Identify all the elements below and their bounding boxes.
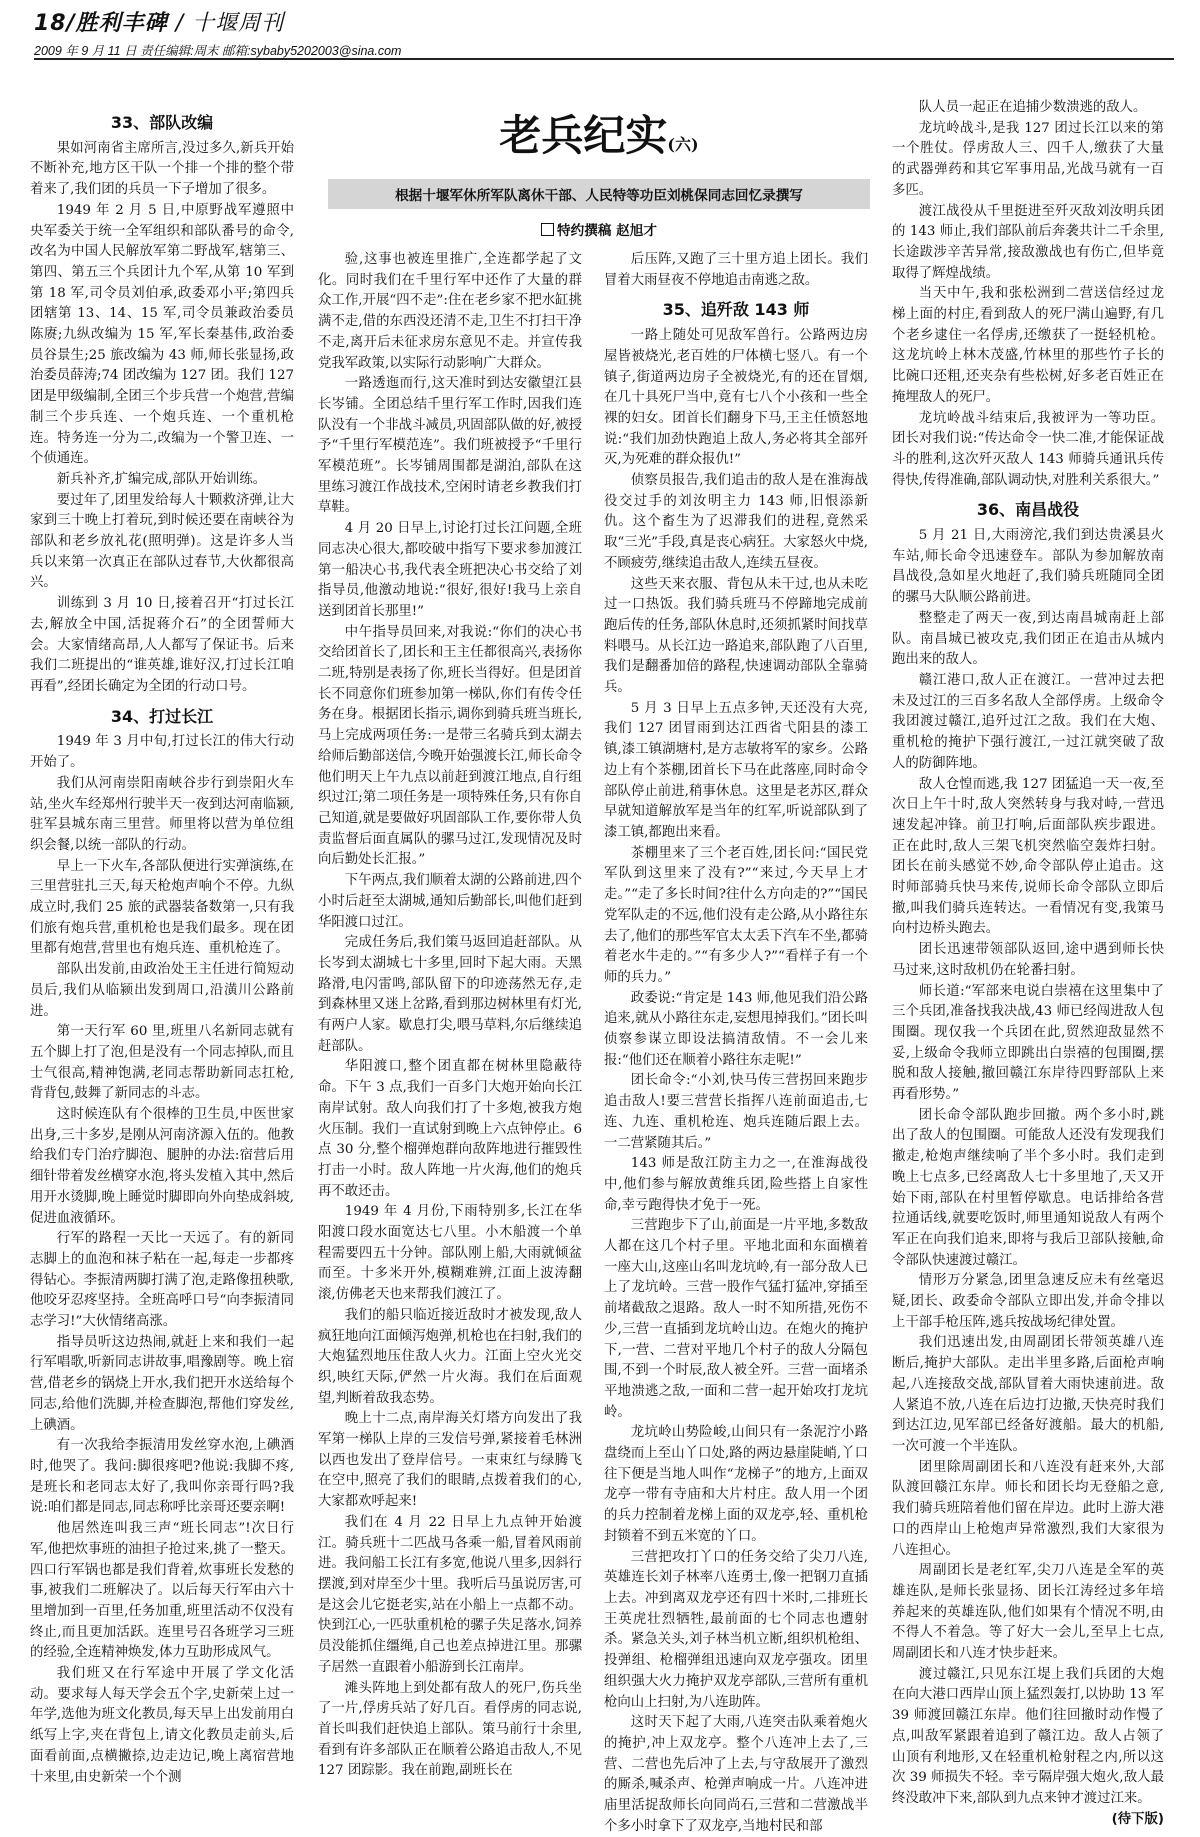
paragraph: 华阳渡口,整个团直都在树林里隐蔽待命。下午 3 点,我们一百多门大炮开始向长江南岸试射。敌人向我们打了十多炮,被我方炮火压制。我们一直试射到晚上六点钟停止。6 点 30 分,整个榴弹炮群向敌阵地进行摧毁性打击一小时。敌人阵地一片火海,他们的炮兵再不敢还击。: [318, 1059, 582, 1199]
article-part: (六): [667, 135, 699, 154]
article-title: [328, 108, 870, 173]
article-subtitle: 根据十堰军休所军队离休干部、人民特等功臣刘桃保同志回忆录撰写: [328, 179, 870, 209]
paragraph: 滩头阵地上到处都有敌人的死尸,伤兵坐了一片,俘虏兵站了好几百。看俘虏的同志说,首长叫我们赶快追上部队。策马前行十余里,看到有许多部队正在顺着公路追击敌人,不见 127 团踪影。我在前跑,副班长在: [318, 1680, 582, 1779]
masthead-info: 2009 年 9 月 11 日 责任编辑:周末 邮箱:sybaby5202003@sina.com: [34, 44, 402, 58]
paragraph: 1949 年 4 月份,下雨特别多,长江在华阳渡口段水面宽达七八里。小木船渡一个单程需要四五十分钟。部队刚上船,大雨就倾盆而至。十多米开外,模糊难辨,江面上波涛翻滚,仿佛老天也来帮我们渡江了。: [318, 1204, 582, 1303]
column-4: [892, 98, 1164, 1827]
paragraph: 晚上十二点,南岸海关灯塔方向发出了我军第一梯队上岸的三发信号弹,紧接着毛林洲以西也发出了登岸信号。一束束红与绿腾飞在空中,照亮了我们的眼睛,点拨着我们的心,大家都欢呼起来!: [318, 1411, 582, 1510]
paragraph: 茶棚里来了三个老百姓,团长问:“国民党军队到这里来了没有?”“来过,今天早上才走。”“走了多长时间?往什么方向走的?”“国民党军队走的不远,他们没有走公路,从小路往东去了,他们的那些军官太太丢下汽车不坐,都骑着老水牛走的。”“有多少人?”“看样子有一个师的兵力。”: [604, 845, 868, 985]
section-heading: 36、南昌战役: [976, 500, 1080, 520]
paragraph: 5 月 21 日,大雨滂沱,我们到达贵溪县火车站,师长命令迅速登车。部队为参加解放南昌战役,急如星火地赶了,我们骑兵班随同全团的骡马大队顺公路前进。: [892, 528, 1164, 606]
column-3: [604, 250, 868, 1834]
paragraph: 有一次我给李振清用发丝穿水泡,上碘酒时,他哭了。我问:脚很疼吧?他说:我脚不疼,是班长和老同志太好了,我叫你亲哥行吗?我说:咱们都是同志,同志称呼比亲哥还要亲啊!: [30, 1438, 294, 1516]
paragraph: 龙坑岭战斗结束后,我被评为一等功臣。团长对我们说:“传达命令一快二准,才能保证战斗的胜利,这次歼灭敌人 143 师骑兵通讯兵传得快,传得准确,部队调动快,对胜利关系很大。”: [892, 410, 1164, 488]
paragraph: 我们从河南崇阳南峡谷步行到崇阳火车站,坐火车经郑州行驶半天一夜到达河南临颍,驻军县城东南三里营。师里将以营为单位组织会餐,以统一部队的行动。: [30, 775, 294, 853]
paragraph: 我们班又在行军途中开展了学文化活动。要求每人每天学会五个字,史新荣上过一年学,选他为班文化教员,每天早上出发前用白纸写上字,夹在背包上,请文化教员走前头,后面看前面,点横撇捺,边走边记,晚上离宿营地十来里,由史新荣一个个测: [30, 1666, 294, 1785]
paragraph: 周副团长是老红军,尖刀八连是全军的英雄连队,是师长张显扬、团长江涛经过多年培养起来的英雄连队,他们如果有个情况不明,由不得人不着急。等了好大一会儿,至早上七点,周副团长和八连才快步赶来。: [892, 1563, 1164, 1662]
paragraph: 赣江港口,敌人正在渡江。一营冲过去把未及过江的三百多名敌人全部俘虏。上级命令我团渡过赣江,追歼过江之敌。我们在大炮、重机枪的掩护下强行渡江,一过江就突破了敌人的防御阵地。: [892, 672, 1164, 771]
masthead-rule: [34, 58, 1174, 60]
paragraph: 143 师是敌江防主力之一,在淮海战役中,他们参与解放黄维兵团,险些搭上自家性命,幸亏跑得快才免于一死。: [604, 1156, 868, 1213]
paragraph: 1949 年 3 月中旬,打过长江的伟大行动开始了。: [30, 734, 294, 771]
paragraph: 4 月 20 日早上,讨论打过长江问题,全班同志决心很大,都咬破中指写下要求参加渡江第一船决心书,我代表全班把决心书交给了刘指导员,他激动地说:“很好,很好!我马上亲自送到团首长那里!”: [318, 521, 582, 619]
column-2: [318, 250, 582, 1779]
paragraph: 验,这事也被连里推广,全连都学起了文化。同时我们在千里行军中还作了大量的群众工作,开展“四不走”:住在老乡家不把水缸挑满不走,借的东西没还清不走,卫生不打扫干净不走,离开后未征求房东意见不走。并宣传我党我军政策,以实际行动影响广大群众。: [318, 252, 582, 371]
paragraph: 渡过赣江,只见东江堤上我们兵团的大炮在向大港口西岸山顶上猛烈轰打,以协助 13 军 39 师渡回赣江东岸。他们往回撤时动作慢了点,叫敌军紧跟着追到了赣江边。敌人占领了山顶有利地形,又在轻重机枪射程之内,所以这次 39 师损失不轻。幸亏隔岸强大炮火,敌人最终没敢冲下来,部队到九点来钟才渡过江来。: [892, 1666, 1164, 1806]
paragraph: 当天中午,我和张松洲到二营送信经过龙梯上面的村庄,看到敌人的死尸满山遍野,有几个老乡逮住一名俘虏,还缴获了一挺轻机枪。这龙坑岭上林木茂盛,竹林里的那些竹子长的比碗口还粗,还夹杂有些松树,好多老百姓正在掩埋敌人的死尸。: [892, 286, 1164, 405]
continued-note: (待下版): [1111, 1811, 1164, 1827]
paragraph: 这时天下起了大雨,八连突击队乘着炮火的掩护,冲上双龙亭。整个八连冲上去了,三营、二营也先后冲了上去,与守敌展开了激烈的厮杀,喊杀声、枪弹声响成一片。八连冲进庙里活捉敌师长向同尚石,三营和二营激战半个多小时拿下了双龙亭,当地村民和部: [604, 1715, 868, 1834]
separator: /: [167, 11, 193, 36]
paragraph: 他居然连叫我三声“班长同志”!次日行军,他把炊事班的油担子抢过来,挑了一整天。四口行军锅也都是我们背着,炊事班长发愁的事,被我们二班解决了。以后每天行军由六十里增加到一百里,任务加重,班里活动不仅没有终止,而且更加活跃。连里号召各班学习三班的经验,全连精神焕发,体力互助形成风气。: [30, 1521, 294, 1661]
section-name: 胜利丰碑: [75, 11, 168, 36]
newspaper-name: 十堰周刊: [192, 11, 285, 36]
paragraph: 整整走了两天一夜,到达南昌城南赶上部队。南昌城已被攻克,我们团正在追击从城内跑出来的敌人。: [892, 610, 1164, 668]
paragraph: 侦察员报告,我们追击的敌人是在淮海战役交过手的刘汝明主力 143 师,旧恨添新仇。这个畜生为了迟滞我们的进程,竟然采取“三光”手段,真是丧心病狂。大家怒火中烧,不顾疲劳,继续追击敌人,连续五昼夜。: [604, 473, 868, 571]
paragraph: 我们迅速出发,由周副团长带领英雄八连断后,掩护大部队。走出半里多路,后面枪声响起,八连接敌交战,部队冒着大雨快速前进。敌人紧追不放,八连在后边打边撤,天快亮时我们到达江边,见军部已经备好渡船。最大的机船,一次可渡一个半连队。: [892, 1335, 1164, 1454]
paragraph: 三营跑步下了山,前面是一片平地,多数敌人都在这几个村子里。平地北面和东面横着一座大山,这座山名叫龙坑岭,有一部分敌人已上了龙坑岭。三营一股作气猛打猛冲,穿插至前堵截敌之退路。敌人一时不知所措,死伤不少,三营一直插到龙坑岭山边。在炮火的掩护下,一营、二营对平地几个村子的敌人分隔包围,不到一个时辰,敌人被全歼。三营一面堵杀平地溃逃之敌,一面和二营一起开始攻打龙坑岭。: [604, 1218, 868, 1420]
paragraph: 训练到 3 月 10 日,接着召开“打过长江去,解放全中国,活捉蒋介石”的全团誓师大会。大家情绪高昂,人人都写了保证书。后来我们二班提出的“谁英雄,谁好汉,打过长江咱再看”,经团长确定为全团的行动口号。: [30, 596, 294, 694]
paragraph: 这些天来衣服、背包从未干过,也从未吃过一口热饭。我们骑兵班马不停蹄地完成前跑后传的任务,部队休息时,还须抓紧时间找草料喂马。从长江边一路追来,部队跑了八百里,我们是翻番加倍的路程,快速调动部队全靠骑兵。: [604, 576, 868, 696]
paragraph: 敌人仓惶而逃,我 127 团猛追一天一夜,至次日上午十时,敌人突然转身与我对峙,一营迅速发起冲锋。前卫打响,后面部队疾步跟进。正在此时,敌人三架飞机突然临空轰炸扫射。团长在前头感觉不妙,命令部队停止追击。这时师部骑兵快马来传,说师长命令部队立即后撤,叫我们骑兵连转达。一看情况有变,我策马向村边桥头跑去。: [892, 776, 1164, 937]
paragraph: 三营把攻打丫口的任务交给了尖刀八连,英雄连长刘子林率八连勇士,像一把钢刀直插上去。冲到离双龙亭还有四十米时,二排班长王英虎壮烈牺牲,最前面的七个同志也遭射杀。紧急关头,刘子林当机立断,组织机枪组、投弹组、枪榴弹组迅速向双龙亭强攻。团里组织强大火力掩护双龙亭部队,三营所有重机枪向山上扫射,为八连助阵。: [604, 1549, 868, 1710]
page-number: 18/: [34, 11, 76, 36]
byline-text: 特约撰稿 赵旭才: [557, 223, 657, 239]
box-marker-icon: [541, 223, 554, 236]
article-title-text: 老兵纪实: [499, 111, 668, 160]
paragraph: 第一天行军 60 里,班里八名新同志就有五个脚上打了泡,但是没有一个同志掉队,而且士气很高,精神饱满,老同志帮助新同志扛枪,背背包,鼓舞了新同志的斗志。: [30, 1024, 294, 1102]
paragraph: 早上一下火车,各部队便进行实弹演练,在三里营驻扎三天,每天枪炮声响个不停。九纵成立时,我们 25 旅的武器装备数第一,只有我们旅有炮兵营,重机枪也是我们最多。现在团里都有炮营,营里也有炮兵连、重机枪连了。: [30, 858, 294, 957]
paragraph: 中午指导员回来,对我说:“你们的决心书交给团首长了,团长和王主任都很高兴,表扬你二班,特别是表扬了你,班长当得好。但是团首长不同意你们班参加第一梯队,你们有传令任务在身。根据团长指示,调你到骑兵班当班长,马上完成两项任务:一是带三名骑兵到太湖去给师后勤部送信,今晚开始强渡长江,师长命令他们明天上午九点以前赶到渡江地点,自行组织过江;第二项任务是一项特殊任务,只有你自己知道,就是要做好巩固部队工作,要你带人负责监督后面直属队的骡马过江,发现情况及时向后勤处长汇报。”: [318, 624, 582, 868]
article-byline: [328, 219, 870, 239]
paragraph: 团长命令部队跑步回撤。两个多小时,跳出了敌人的包围圈。可能敌人还没有发现我们撤走,枪炮声继续响了半个多小时。我们走到晚上七点多,已经离敌人七十多里地了,天又开始下雨,部队在村里暂停歇息。电话排给各营拉通话线,就要吃饭时,师里通知说敌人有两个军正在向我们追来,即将与我后卫部队接触,命令部队快速渡过赣江。: [892, 1107, 1164, 1268]
paragraph: 指导员听这边热闹,就赶上来和我们一起行军唱歌,听新同志讲故事,唱豫剧等。晚上宿营,借老乡的锅烧上开水,我们把开水送给每个同志,给他们洗脚,并检查脚泡,帮他们穿发丝,上碘酒。: [30, 1334, 294, 1433]
paragraph: 团长迅速带领部队返回,途中遇到师长快马过来,这时敌机仍在轮番扫射。: [892, 942, 1164, 978]
paragraph: 果如河南省主席所言,没过多久,新兵开始不断补充,地方区干队一个排一个排的整个带着来了,我们团的兵员一下子增加了很多。: [30, 140, 294, 198]
paragraph: 渡江战役从千里挺进至歼灭敌刘汝明兵团的 143 师止,我们部队前后奔袭共计二千余里,长途跋涉辛苦异常,接敌激战也有伤亡,但毕竟取得了辉煌战绩。: [892, 203, 1164, 281]
paragraph: 师长道:“军部来电说白崇禧在这里集中了三个兵团,准备找我决战,43 师已经闯进敌人包围圈。现仅我一个兵团在此,贸然迎敌显然不妥,上级命令我师立即跳出白崇禧的包围圈,摆脱和敌人接触,撤回赣江东岸待四野部队上来再看形势。”: [892, 983, 1164, 1103]
paragraph: 我们在 4 月 22 日早上九点钟开始渡江。骑兵班十二匹战马各乘一船,冒着风雨前进。我问船工长江有多宽,他说八里多,因斜行摆渡,到对岸至少十里。我听后马虽说厉害,可是这会儿它挺老实,站在小船上一点都不动。快到江心,一匹驮重机枪的骡子失足落水,饲养员没能抓住缰绳,自己也差点掉进江里。那骡子居然一直跟着小船游到长江南岸。: [318, 1514, 582, 1675]
paragraph: 一路透迤而行,这天准时到达安徽望江县长岑铺。全团总结千里行军工作时,因我们连队没有一个非战斗减员,巩固部队做的好,被授予“千里行军模范连”。我们班被授予“千里行军模范班”。长岑铺周围都是湖泊,部队在这里练习渡江作战技术,空闲时请老乡教我们打草鞋。: [318, 376, 582, 516]
paragraph: 队人员一起正在追捕少数溃逃的敌人。: [918, 100, 1147, 115]
paragraph: 一路上随处可见敌军兽行。公路两边房屋皆被烧光,老百姓的尸体横七竖八。有一个镇子,街道两边房子全被烧光,有的还在冒烟,在几十具死尸当中,竟有七八个小孩和一些全裸的妇女。团首长们翻身下马,王主任愤怒地说:“我们加劲快跑追上敌人,务必将其全部歼灭,为死难的群众报仇!”: [604, 328, 868, 468]
paragraph: 行军的路程一天比一天远了。有的新同志脚上的血泡和袜子粘在一起,每走一步都疼得钻心。李振清两脚打满了泡,走路像扭秧歌,他咬牙忍疼坚持。全班高呼口号“向李振清同志学习!”大伙情绪高涨。: [30, 1231, 294, 1330]
paragraph: 龙坑岭山势险峻,山间只有一条泥泞小路盘绕而上至山丫口处,路的两边悬崖陡峭,丫口往下便是当地人叫作“龙梯子”的地方,上面双龙亭一带有寺庙和大片村庄。敌人用一个团的兵力控制着龙梯上面的双龙亭,轻、重机枪封锁着不到五米宽的丫口。: [604, 1425, 868, 1544]
paragraph: 团里除周副团长和八连没有赶来外,大部队渡回赣江东岸。师长和团长均无登船之意,我们骑兵班陪着他们留在岸边。此时上游大港口的西岸山上枪炮声异常激烈,我们大家很为八连担心。: [892, 1459, 1164, 1558]
paragraph: 部队出发前,由政治处王主任进行简短动员后,我们从临颍出发到周口,沿潢川公路前进。: [30, 962, 294, 1019]
paragraph: 团长命令:“小刘,快马传三营拐回来跑步追击敌人!要三营营长指挥八连前面追击,七连、九连、重机枪连、炮兵连随后跟上去。一二营紧随其后。”: [604, 1073, 868, 1151]
section-heading: 33、部队改编: [110, 113, 214, 132]
section-heading: 35、追歼敌 143 师: [662, 300, 810, 320]
paragraph: 我们的船只临近接近敌时才被发现,敌人疯狂地向江面倾泻炮弹,机枪也在扫射,我们的大炮猛烈地压住敌人火力。江面上空火光交织,映红天际,俨然一片火海。我们在后面观望,判断着敌我态势。: [318, 1307, 582, 1406]
section-heading: 34、打过长江: [110, 706, 214, 726]
paragraph: 后压阵,又跑了三十里方追上团长。我们冒着大雨昼夜不停地追击南逃之敌。: [604, 252, 868, 288]
paragraph: 完成任务后,我们策马返回追赶部队。从长岑到太湖城七十多里,回时下起大雨。天黑路滑,电闪雷鸣,部队留下的印迹荡然无存,走到森林里又迷上岔路,看到那边树林里有灯光,有两户人家。歇息打尖,喂马草料,尔后继续追赶部队。: [318, 935, 582, 1054]
paragraph: 情形万分紧急,团里急速反应未有丝毫迟疑,团长、政委命令部队立即出发,并命令排以上干部手枪压阵,逃兵按战场纪律处置。: [892, 1273, 1164, 1330]
paragraph: 1949 年 2 月 5 日,中原野战军遵照中央军委关于统一全军组织和部队番号的命令,改名为中国人民解放军第二野战军,辖第三、第四、第五三个兵团计九个军,从第 10 军到第 18 军,司令员刘伯承,政委邓小平;第四兵团辖第 13、14、15 军,司令员兼政治委员陈赓;九纵改编为 15 军,军长秦基伟,政治委员谷景生;25 旅改编为 43 师,师长张显扬,政治委员薛涛;74 团改编为 127 团。我们 127 团是甲级编制,全团三个步兵营一个炮营,营编制三个步兵连、一个炮兵连、一个重机枪连。特务连一分为二,改编为一个警卫连、一个侦通连。: [30, 202, 294, 467]
paragraph: 下午两点,我们顺着太湖的公路前进,四个小时后赶至太湖城,通知后勤部长,叫他们赶到华阳渡口过江。: [318, 873, 582, 930]
paragraph: 政委说:“肯定是 143 师,他见我们沿公路追来,就从小路往东走,妄想甩掉我们。”团长叫侦察参谋立即设法搞清敌情。不一会儿来报:“他们还在顺着小路往东走呢!”: [604, 990, 868, 1068]
article-title-block: [328, 108, 870, 243]
paragraph: 要过年了,团里发给每人十颗救济弹,让大家到三十晚上打着玩,到时候还要在南峡谷为部队和老乡放礼花(照明弹)。这是许多人当兵以来第一次真正在部队过春节,大伙都很高兴。: [30, 492, 294, 591]
paragraph: 龙坑岭战斗,是我 127 团过长江以来的第一个胜仗。俘虏敌人三、四千人,缴获了大量的武器弹药和其它军事用品,光战马就有一百多匹。: [892, 120, 1164, 198]
masthead: [34, 6, 1174, 60]
paragraph: 5 月 3 日早上五点多钟,天还没有大亮,我们 127 团冒雨到达江西省弋阳县的漆工镇,漆工镇湖塘村,是方志敏将军的家乡。公路边上有个茶棚,团首长下马在此落座,同时命令部队停止前进,稍事休息。这里是老苏区,群众早就知道解放军是当年的红军,听说部队到了漆工镇,都跑出来看。: [604, 700, 868, 840]
masthead-title: [34, 6, 1174, 37]
paragraph: 新兵补齐,扩编完成,部队开始训练。: [56, 471, 267, 487]
column-1: [30, 104, 294, 1785]
paragraph: 这时候连队有个很棒的卫生员,中医世家出身,三十多岁,是刚从河南济源入伍的。他教给我们专门治疗脚泡、腿肿的办法:宿营后用细针带着发丝横穿水泡,将头发植入其中,然后用开水烫脚,晚上睡觉时脚即向外向垫成斜坡,促进血液循环。: [30, 1107, 294, 1226]
